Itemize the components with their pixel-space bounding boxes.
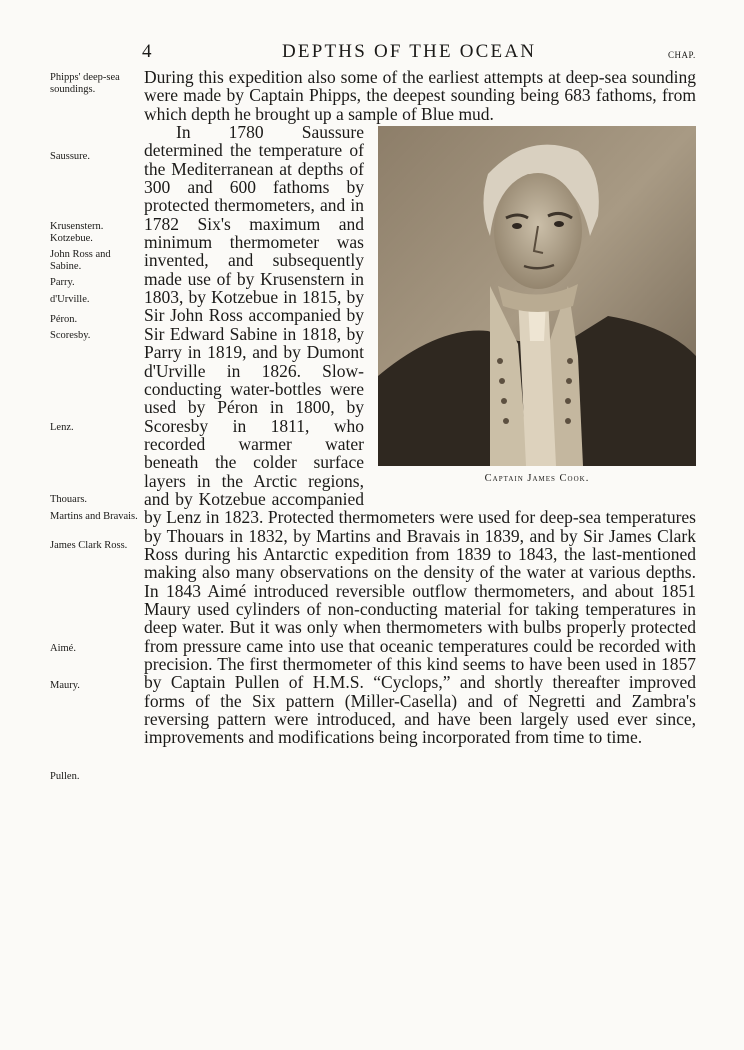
margin-note-martins: Martins and Bravais. [50, 511, 138, 522]
paragraph-phipps: During this expedition also some of the earliest attempts at deep-sea sounding were made by Captain Phipps, the deepest sounding being 683 fathoms, from which depth he brought up a sample of Blue mud. [144, 67, 696, 124]
page-number: 4 [142, 41, 152, 62]
paragraph-temperatures: In 1780 Saussure determined the temperature of the Mediterranean at depths of 300 and 600 fathoms by protected thermometers, and in 1782 Six's maximum and minimum thermometer was invented, and subsequently made use of by Krusenstern in 1803, by Kotzebue in 1815, by Sir John Ross accompanied by Sir Edward Sabine in 1818, by Parry in 1819, and by Dumont d'Urville in 1826. Slow-conducting water-bottles were used by Péron in 1800, by Scoresby in 1811, who recorded warmer water beneath the colder surface layers in the Arctic regions, and by Kotzebue accompanied by Lenz in 1823. Protected thermometers were used for deep-sea temperatures by Thouars in 1832, by Martins and Bravais in 1839, and by Sir James Clark Ross during his Antarctic expedition from 1839 to 1843, the last-mentioned making also many observations on the density of the water at various depths. In 1843 Aimé introduced reversible outflow thermometers, and about 1851 Maury used cylinders of non-conducting material for taking temperatures in deep water. But it was only when thermometers with bulbs properly protected from pressure came into use that oceanic temperatures could be recorded with precision. The first thermometer of this kind seems to have been used in 1857 by Captain Pullen of H.M.S. “Cyclops,” and shortly thereafter improved forms of the Six pattern (Miller-Casella) and of Negretti and Zambra's reversing pattern were introduced, and have been largely used ever since, improvements and modifications being incorporated from time to time. [144, 122, 696, 748]
margin-note-saussure: Saussure. [50, 151, 90, 162]
margin-note-parry: Parry. [50, 277, 75, 288]
figure-caption: Captain James Cook. [484, 473, 590, 485]
margin-note-peron: Péron. [50, 314, 78, 325]
chapter-mark: CHAP. [668, 50, 696, 60]
margin-note-ross: John Ross and Sabine. [50, 249, 111, 272]
margin-note-phipps: Phipps' deep-sea soundings. [50, 72, 120, 95]
figure-cook-portrait [378, 126, 696, 490]
margin-note-pullen: Pullen. [50, 771, 80, 782]
margin-note-jcross: James Clark Ross. [50, 540, 128, 551]
margin-note-lenz: Lenz. [50, 422, 74, 433]
body-text [144, 68, 696, 747]
margin-note-durville: d'Urville. [50, 294, 90, 305]
margin-note-maury: Maury. [50, 680, 80, 691]
running-title: DEPTHS OF THE OCEAN [282, 41, 537, 62]
portrait-engraving [378, 126, 696, 466]
margin-note-scoresby: Scoresby. [50, 330, 91, 341]
margin-note-aime: Aimé. [50, 643, 76, 654]
margin-note-thouars: Thouars. [50, 494, 88, 505]
margin-note-krusenstern: Krusenstern. Kotzebue. [50, 221, 104, 244]
